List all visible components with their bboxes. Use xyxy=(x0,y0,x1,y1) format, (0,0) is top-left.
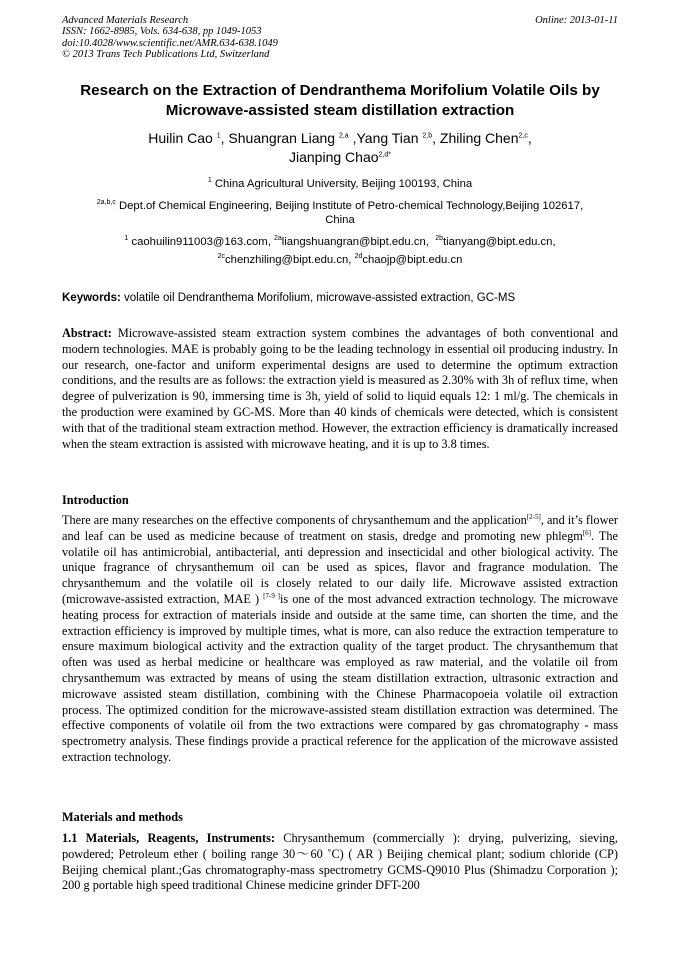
affiliation-mark: 1 xyxy=(207,177,212,185)
issn-line: ISSN: 1662-8985, Vols. 634-638, pp 1049-1053 xyxy=(62,26,262,38)
email-mark: 2a xyxy=(273,235,282,243)
affiliation-mark: 2a,b,c xyxy=(96,199,116,207)
intro-text: is one of the most advanced extraction technology. The microwave heating process for extraction of materials inside and outside at the same time, can shorten the time, and the extraction efficiency is improved by multiple times, what is more, can also reduce the extraction temperature to ensure maximum biological activity and the extraction quality of the target product. The chrysanthemum that often was used as herbal medicine or healthcare was employed as raw material, and the volatile oil from chrysanthemum was extracted by means of using the steam distillation extraction, ultrasonic extraction and microwave assisted steam distillation, combining with the Chinese Pharmacopoeia volatile oil extraction process. The optimized condition for the microwave-assisted steam distillation extraction was determined. The effective components of volatile oil from the two extractions were compared by gas chromatography - mass spectrometry analysis. These findings provide a practical reference for the application of the microwave assisted extraction technology. xyxy=(62,591,619,764)
intro-text: , and it’s flower and leaf can be used as medicine because of treatment on stasis, dredge and promoting new phlegm xyxy=(62,513,619,543)
email-list xyxy=(62,233,618,269)
subsection-label: 1.1 Materials, Reagents, Instruments: xyxy=(62,831,275,845)
author-affiliation-mark: 2,d* xyxy=(378,151,391,159)
journal-header xyxy=(62,15,618,61)
author-affiliation-mark: 2,c xyxy=(518,132,528,140)
author-name: Yang Tian xyxy=(356,130,419,146)
title-line-1: Research on the Extraction of Dendranthema Morifolium Volatile Oils by xyxy=(80,82,600,99)
email-mark: 2b xyxy=(435,235,443,243)
methods-text: Chrysanthemum (commercially ): drying, pulverizing, sieving, powdered; Petroleum ether ( boiling range 30～60 ˚C) ( AR ) Beijing chemical plant; sodium chloride (CP) Beijing chemical plant.;Gas chromatography-mass spectrometry GCMS-Q9010 Plus (Shimadzu Corporation ); 200 g portable high speed traditional Chinese medicine grinder DFT-200 xyxy=(62,831,618,893)
online-date: Online: 2013-01-11 xyxy=(535,15,618,26)
author-affiliation-mark: 2,a xyxy=(338,132,349,140)
email-link[interactable]: liangshuangran@bipt.edu.cn, xyxy=(281,236,429,248)
email-link[interactable]: chaojp@bipt.edu.cn xyxy=(362,254,463,266)
author-name: Huilin Cao xyxy=(148,130,213,146)
citation: [7-9 ] xyxy=(263,591,280,600)
author-separator: , xyxy=(432,130,440,146)
intro-text: . The volatile oil has antimicrobial, antibacterial, anti depression and insecticidal and other biological activity. The unique fragrance of chrysanthemum oil can be used as spices, flavor and fragrance modulation. The chrysanthemum and the volatile oil is closely related to our daily life. Microwave assisted extraction (microwave-assisted extraction, MAE ) xyxy=(62,528,618,606)
methods-body xyxy=(62,831,618,894)
introduction-heading: Introduction xyxy=(62,493,129,507)
author-affiliation-mark: 1 xyxy=(216,132,221,140)
introduction-body xyxy=(62,513,618,766)
intro-text: There are many researches on the effective components of chrysanthemum and the application xyxy=(62,513,527,527)
email-link[interactable]: tianyang@bipt.edu.cn, xyxy=(443,236,556,248)
email-mark: 2c xyxy=(217,253,226,261)
doi-line: doi:10.4028/www.scientific.net/AMR.634-638.1049 xyxy=(62,37,278,49)
abstract xyxy=(62,326,618,452)
keywords xyxy=(62,291,618,305)
email-mark: 1 xyxy=(124,235,129,243)
affiliation-text: China Agricultural University, Beijing 100193, China xyxy=(214,178,473,190)
author-name: Shuangran Liang xyxy=(228,130,336,146)
author-separator: , xyxy=(527,130,532,146)
author-separator: , xyxy=(220,130,229,146)
author-affiliation-mark: 2,b xyxy=(422,132,433,140)
abstract-text: Microwave-assisted steam extraction system combines the advantages of both conventional and modern technologies. MAE is probably going to be the leading technology in essential oil producing industry. In our research, one-factor and uniform experimental designs are used to determine the optimum extraction conditions, and the results are as follows: the extraction yield is measured as 2.30% with 3h of reflux time, when degree of pulverization is 90, immersing time is 3h, yield of solid to liquid equals 12: 1 ml/g. The chemicals in the production were examined by GC-MS. More than 40 kinds of chemicals were detected, which is consistent with that of the traditional steam extraction method. However, the extraction efficiency is dramatically increased when the steam extraction is assisted with microwave heating, and it is up to 3.8 times. xyxy=(62,326,618,451)
affiliation-1 xyxy=(62,177,618,191)
journal-name: Advanced Materials Research xyxy=(62,15,189,26)
citation: [6] xyxy=(582,528,591,537)
affiliation-text: Dept.of Chemical Engineering, Beijing Institute of Petro-chemical Technology,Beijing 102617, xyxy=(118,200,584,212)
affiliation-2 xyxy=(62,199,618,227)
methods-heading: Materials and methods xyxy=(62,810,183,824)
copyright-line: © 2013 Trans Tech Publications Ltd, Switzerland xyxy=(62,49,270,61)
title-line-2: Microwave-assisted steam distillation extraction xyxy=(165,101,515,119)
affiliation-text-cont: China xyxy=(325,214,355,226)
citation: [2-5] xyxy=(526,512,541,521)
author-name: Zhiling Chen xyxy=(439,130,519,146)
abstract-label: Abstract: xyxy=(62,326,112,340)
author-name: Jianping Chao xyxy=(289,149,379,165)
keywords-text: volatile oil Dendranthema Morifolium, microwave-assisted extraction, GC-MS xyxy=(124,292,516,304)
keywords-label: Keywords: xyxy=(62,292,121,304)
email-link[interactable]: caohuilin911003@163.com, xyxy=(131,236,271,248)
email-mark: 2d xyxy=(354,253,363,261)
author-list xyxy=(62,129,618,167)
paper-title xyxy=(62,81,618,120)
author-separator: , xyxy=(348,130,357,146)
email-link[interactable]: chenzhiling@bipt.edu.cn, xyxy=(225,254,352,266)
